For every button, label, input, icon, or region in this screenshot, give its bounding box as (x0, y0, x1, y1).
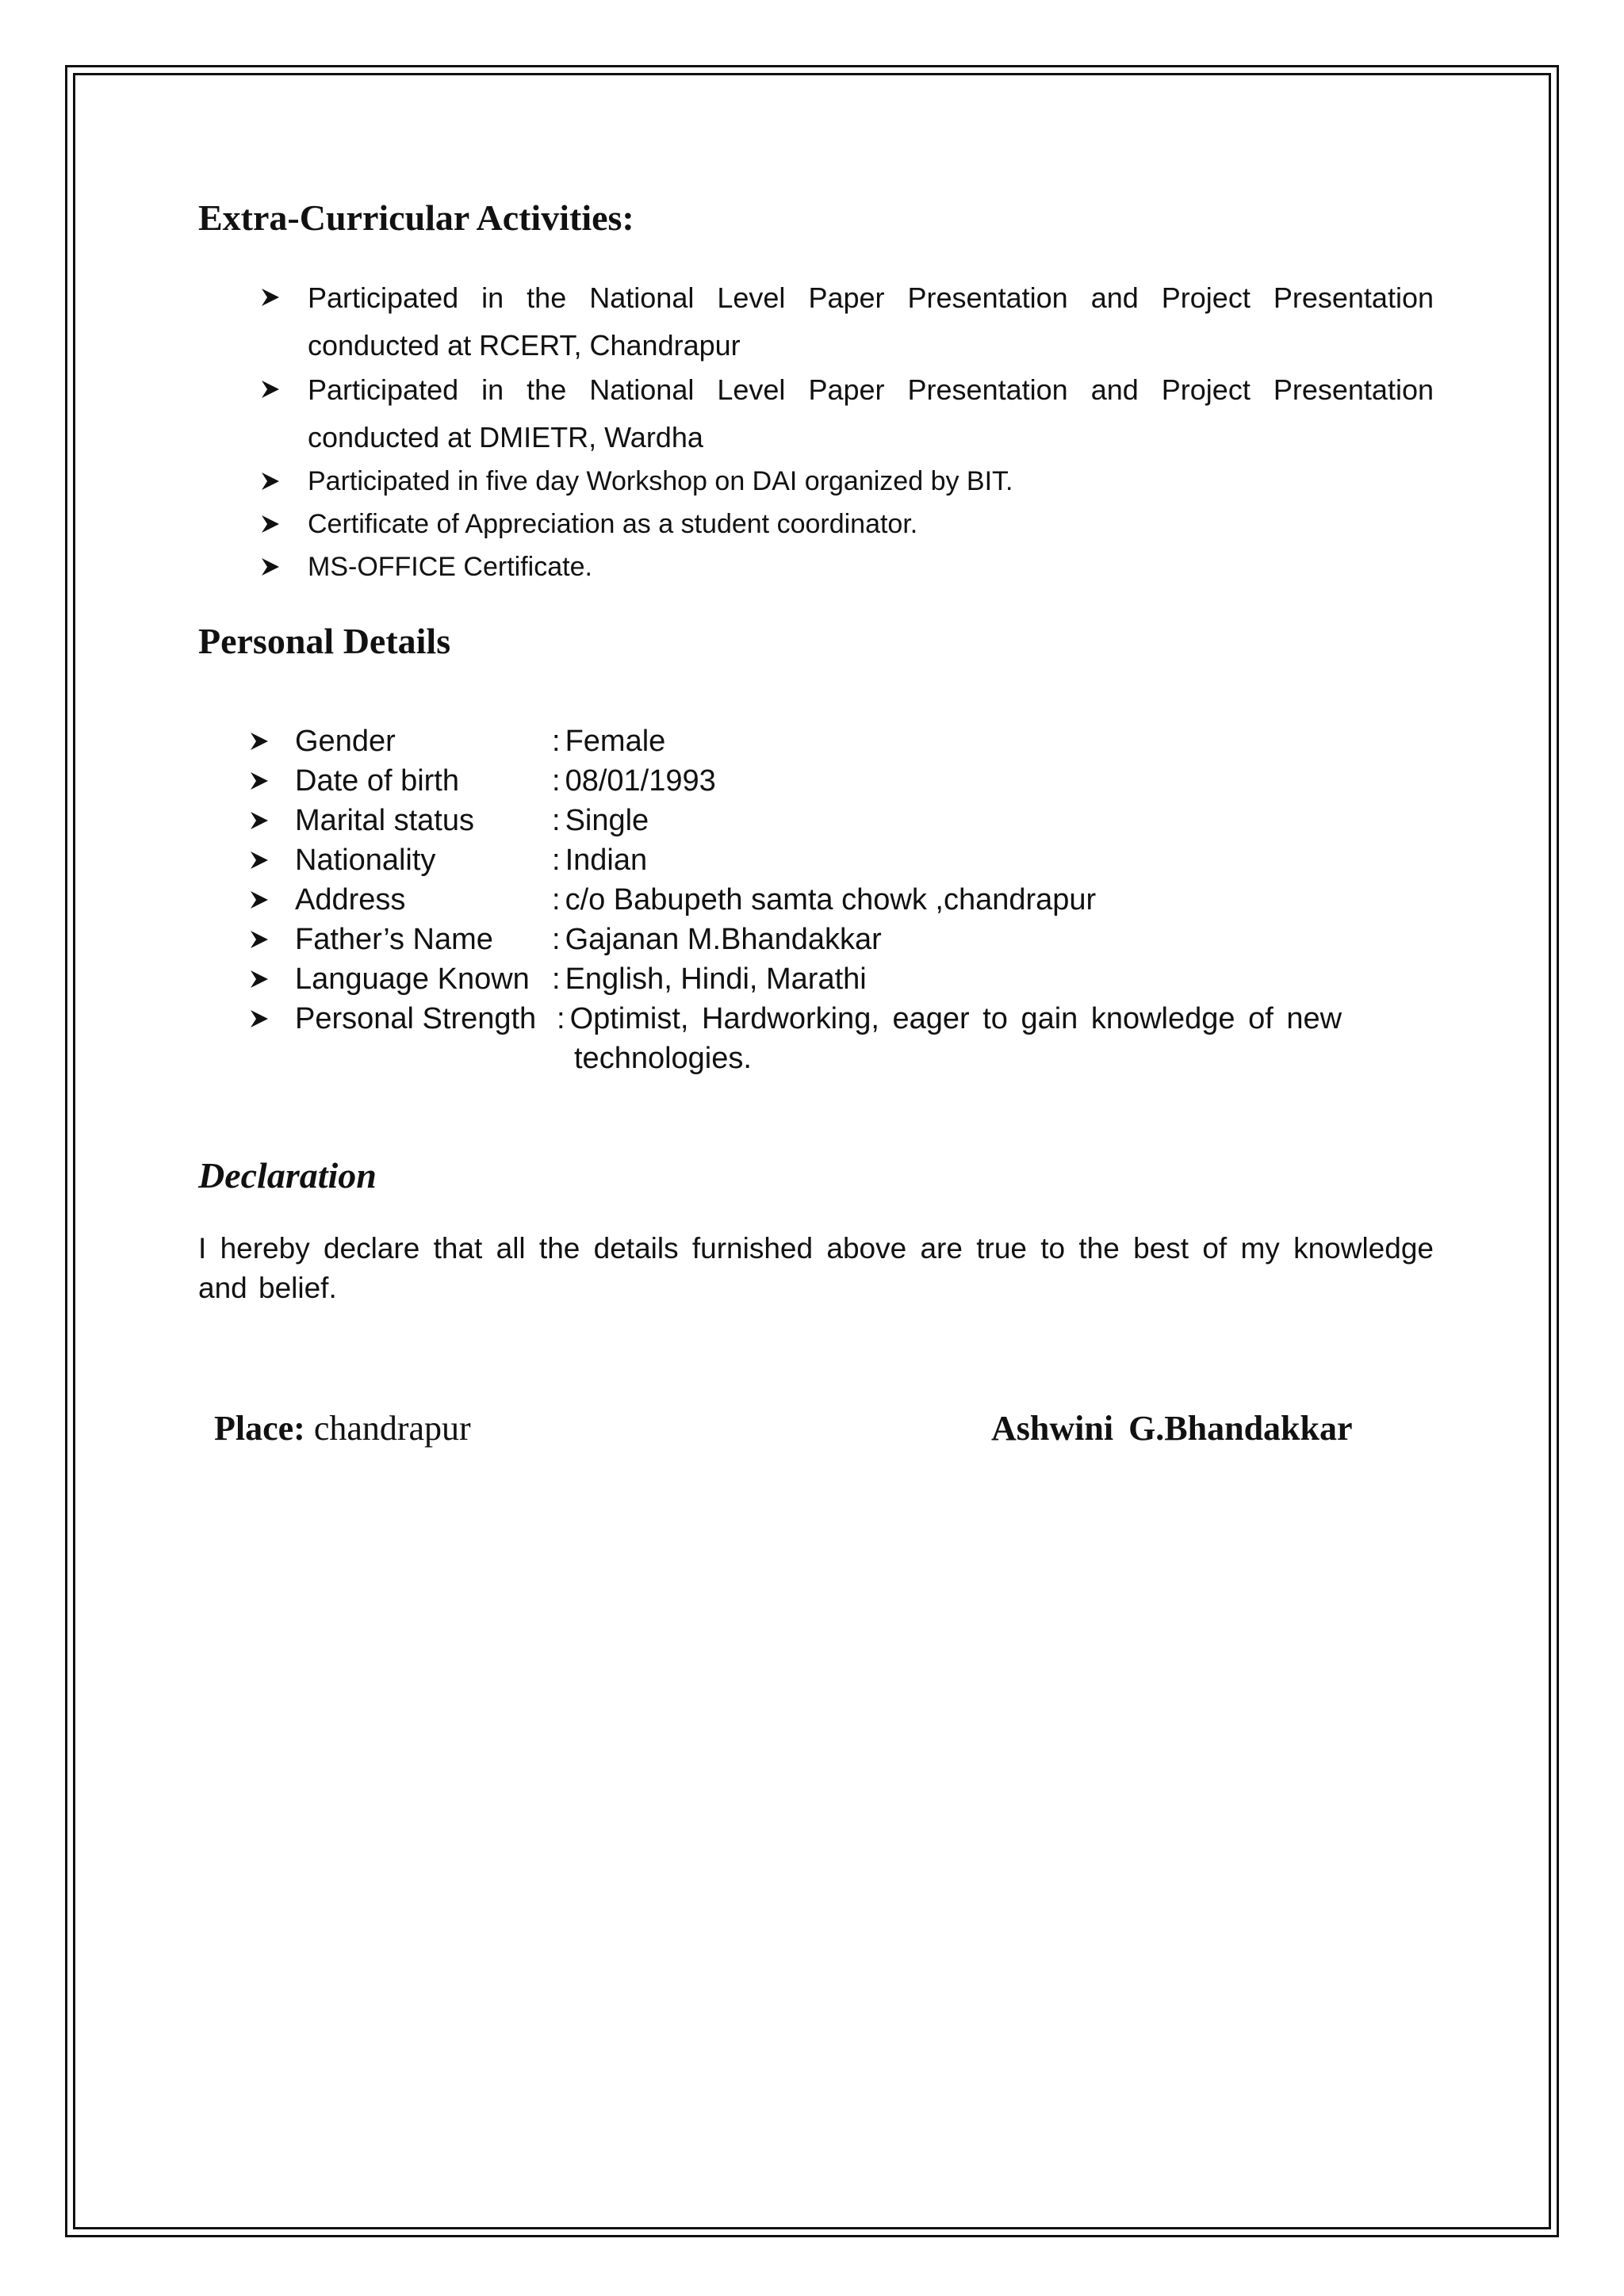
detail-value-text: c/o Babupeth samta chowk ,chandrapur (565, 883, 1097, 916)
detail-value-address: : c/o Babupeth samta chowk ,chandrapur (552, 883, 1097, 916)
detail-value-marital-status: : Single (552, 804, 649, 837)
list-item: Participated in the National Level Paper Presentation and Project Presentation conducted at DMIETR, Wardha (308, 373, 1434, 453)
detail-value-gender: : Female (552, 725, 666, 758)
arrow-bullet-icon (249, 1008, 270, 1029)
signatory-name-text: Ashwini G.Bhandakkar (991, 1409, 1353, 1448)
declaration-text: I hereby declare that all the details furnished above are true to the best of my knowledge and belief. (198, 1232, 1434, 1304)
arrow-bullet-icon (260, 379, 281, 400)
arrow-bullet-icon (249, 850, 270, 871)
detail-value-text: English, Hindi, Marathi (565, 962, 867, 996)
detail-value-text: 08/01/1993 (565, 764, 716, 798)
arrow-bullet-icon (260, 514, 281, 534)
list-item: MS-OFFICE Certificate. (308, 552, 592, 582)
detail-value-text: Indian (565, 844, 648, 877)
detail-value-text: Female (565, 725, 666, 758)
detail-value-nationality: : Indian (552, 844, 648, 877)
arrow-bullet-icon (249, 969, 270, 989)
arrow-bullet-icon (249, 731, 270, 752)
arrow-bullet-icon (260, 471, 281, 492)
detail-value-text: Optimist, Hardworking, eager to gain knowledge of new (569, 1002, 1342, 1035)
detail-label-nationality: Nationality (295, 844, 436, 877)
place-value: chandrapur (313, 1409, 471, 1448)
detail-label-address: Address (295, 883, 406, 916)
detail-value-languages: : English, Hindi, Marathi (552, 962, 867, 996)
declaration-heading: Declaration (198, 1155, 377, 1196)
arrow-bullet-icon (249, 810, 270, 831)
list-item: Participated in five day Workshop on DAI organized by BIT. (308, 466, 1013, 496)
detail-value-text: Single (565, 804, 649, 837)
place-line (214, 1408, 471, 1448)
detail-label-personal-strength: Personal Strength (295, 1002, 537, 1035)
place-label: Place: (214, 1409, 305, 1448)
detail-value-fathers-name: : Gajanan M.Bhandakkar (552, 923, 882, 956)
list-item: Participated in the National Level Paper Presentation and Project Presentation conducted at RCERT, Chandrapur (308, 281, 1434, 362)
detail-label-dob: Date of birth (295, 764, 459, 798)
arrow-bullet-icon (260, 557, 281, 577)
extra-curricular-heading: Extra-Curricular Activities: (198, 197, 634, 238)
arrow-bullet-icon (249, 929, 270, 950)
personal-details-heading: Personal Details (198, 621, 451, 661)
detail-label-fathers-name: Father’s Name (295, 923, 493, 956)
detail-value-personal-strength-cont: technologies. (574, 1042, 752, 1075)
detail-label-marital-status: Marital status (295, 804, 474, 837)
detail-label-languages: Language Known (295, 962, 530, 996)
arrow-bullet-icon (249, 771, 270, 791)
arrow-bullet-icon (260, 287, 281, 308)
detail-value-dob: : 08/01/1993 (552, 764, 716, 798)
detail-label-gender: Gender (295, 725, 396, 758)
detail-value-personal-strength: : Optimist, Hardworking, eager to gain knowledge of new (557, 1002, 1342, 1035)
signatory-name (991, 1408, 1353, 1448)
list-item: Certificate of Appreciation as a student coordinator. (308, 509, 918, 539)
arrow-bullet-icon (249, 890, 270, 910)
detail-value-text: Gajanan M.Bhandakkar (565, 923, 882, 956)
